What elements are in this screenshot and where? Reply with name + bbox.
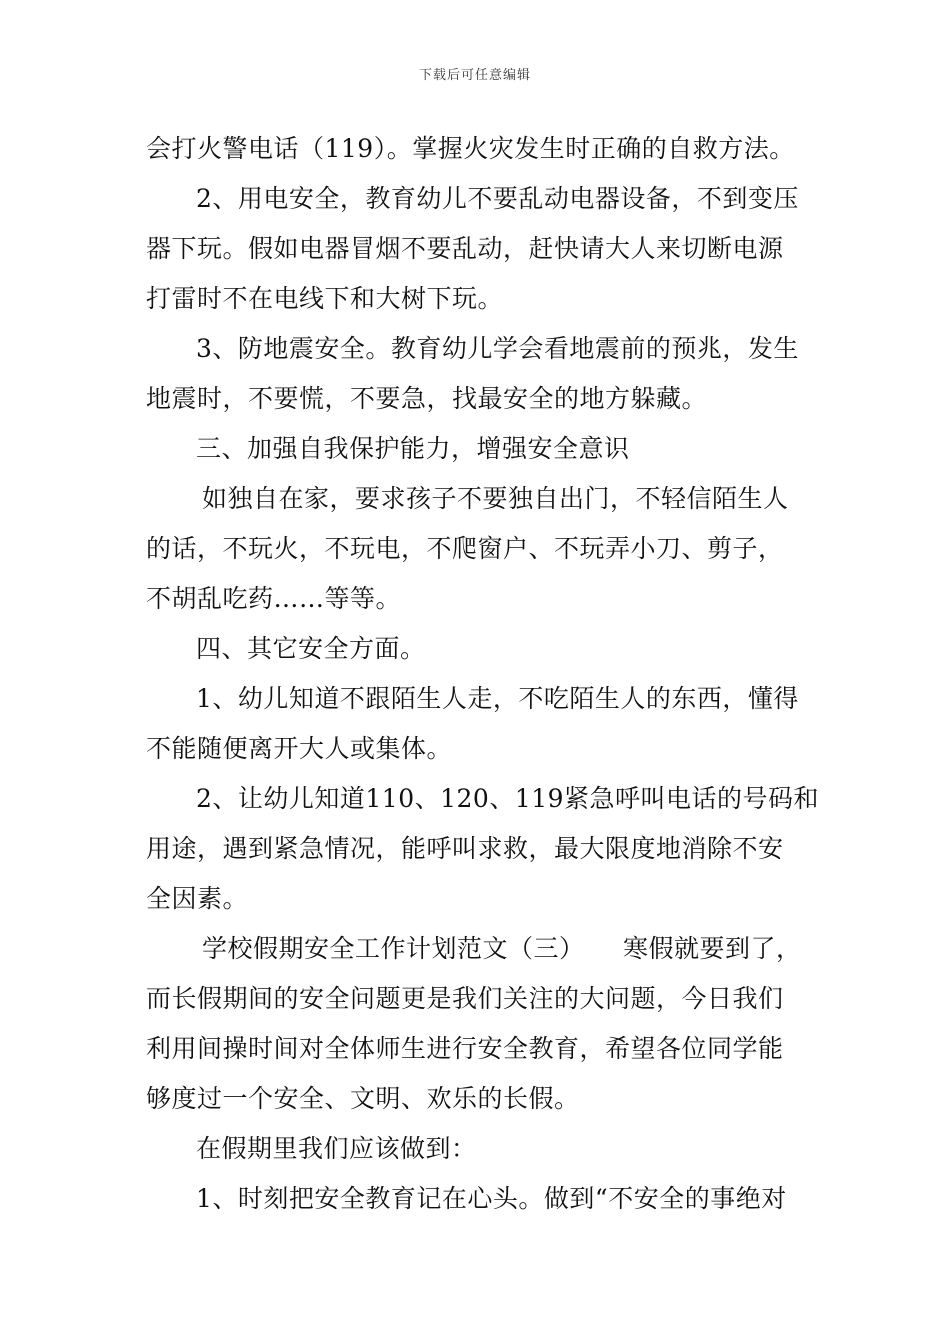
text-line: 用途，遇到紧急情况，能呼叫求救，最大限度地消除不安 <box>146 834 784 863</box>
text-line: 1、时刻把安全教育记在心头。做到“不安全的事绝对 <box>196 1184 787 1213</box>
section-heading: 三、加强自我保护能力，增强安全意识 <box>196 434 630 463</box>
text-line: 2、用电安全，教育幼儿不要乱动电器设备，不到变压 <box>196 184 799 213</box>
text-line: 全因素。 <box>146 884 249 913</box>
text-line: 1、幼儿知道不跟陌生人走，不吃陌生人的东西，懂得 <box>196 684 799 713</box>
text-line: 的话，不玩火，不玩电，不爬窗户、不玩弄小刀、剪子， <box>146 534 784 563</box>
document-body <box>146 128 826 1228</box>
text-line: 不能随便离开大人或集体。 <box>146 734 453 763</box>
text-line: 如独自在家，要求孩子不要独自出门，不轻信陌生人 <box>202 484 789 513</box>
text-line: 够度过一个安全、文明、欢乐的长假。 <box>146 1084 580 1113</box>
text-line: 在假期里我们应该做到： <box>196 1134 477 1163</box>
text-line: 学校假期安全工作计划范文（三） 寒假就要到了， <box>202 934 802 963</box>
text-line: 不胡乱吃药……等等。 <box>146 584 402 613</box>
text-line: 会打火警电话（119）。掌握火灾发生时正确的自救方法。 <box>146 134 795 163</box>
text-line: 打雷时不在电线下和大树下玩。 <box>146 284 504 313</box>
text-line: 3、防地震安全。教育幼儿学会看地震前的预兆，发生 <box>196 334 799 363</box>
text-line: 地震时，不要慌，不要急，找最安全的地方躲藏。 <box>146 384 708 413</box>
text-line: 2、让幼儿知道110、120、119紧急呼叫电话的号码和 <box>196 784 820 813</box>
text-line: 利用间操时间对全体师生进行安全教育，希望各位同学能 <box>146 1034 784 1063</box>
page-header-note: 下载后可任意编辑 <box>418 68 531 83</box>
text-line: 而长假期间的安全问题更是我们关注的大问题，今日我们 <box>146 984 784 1013</box>
section-heading: 四、其它安全方面。 <box>196 634 426 663</box>
text-line: 器下玩。假如电器冒烟不要乱动，赶快请大人来切断电源 <box>146 234 784 263</box>
